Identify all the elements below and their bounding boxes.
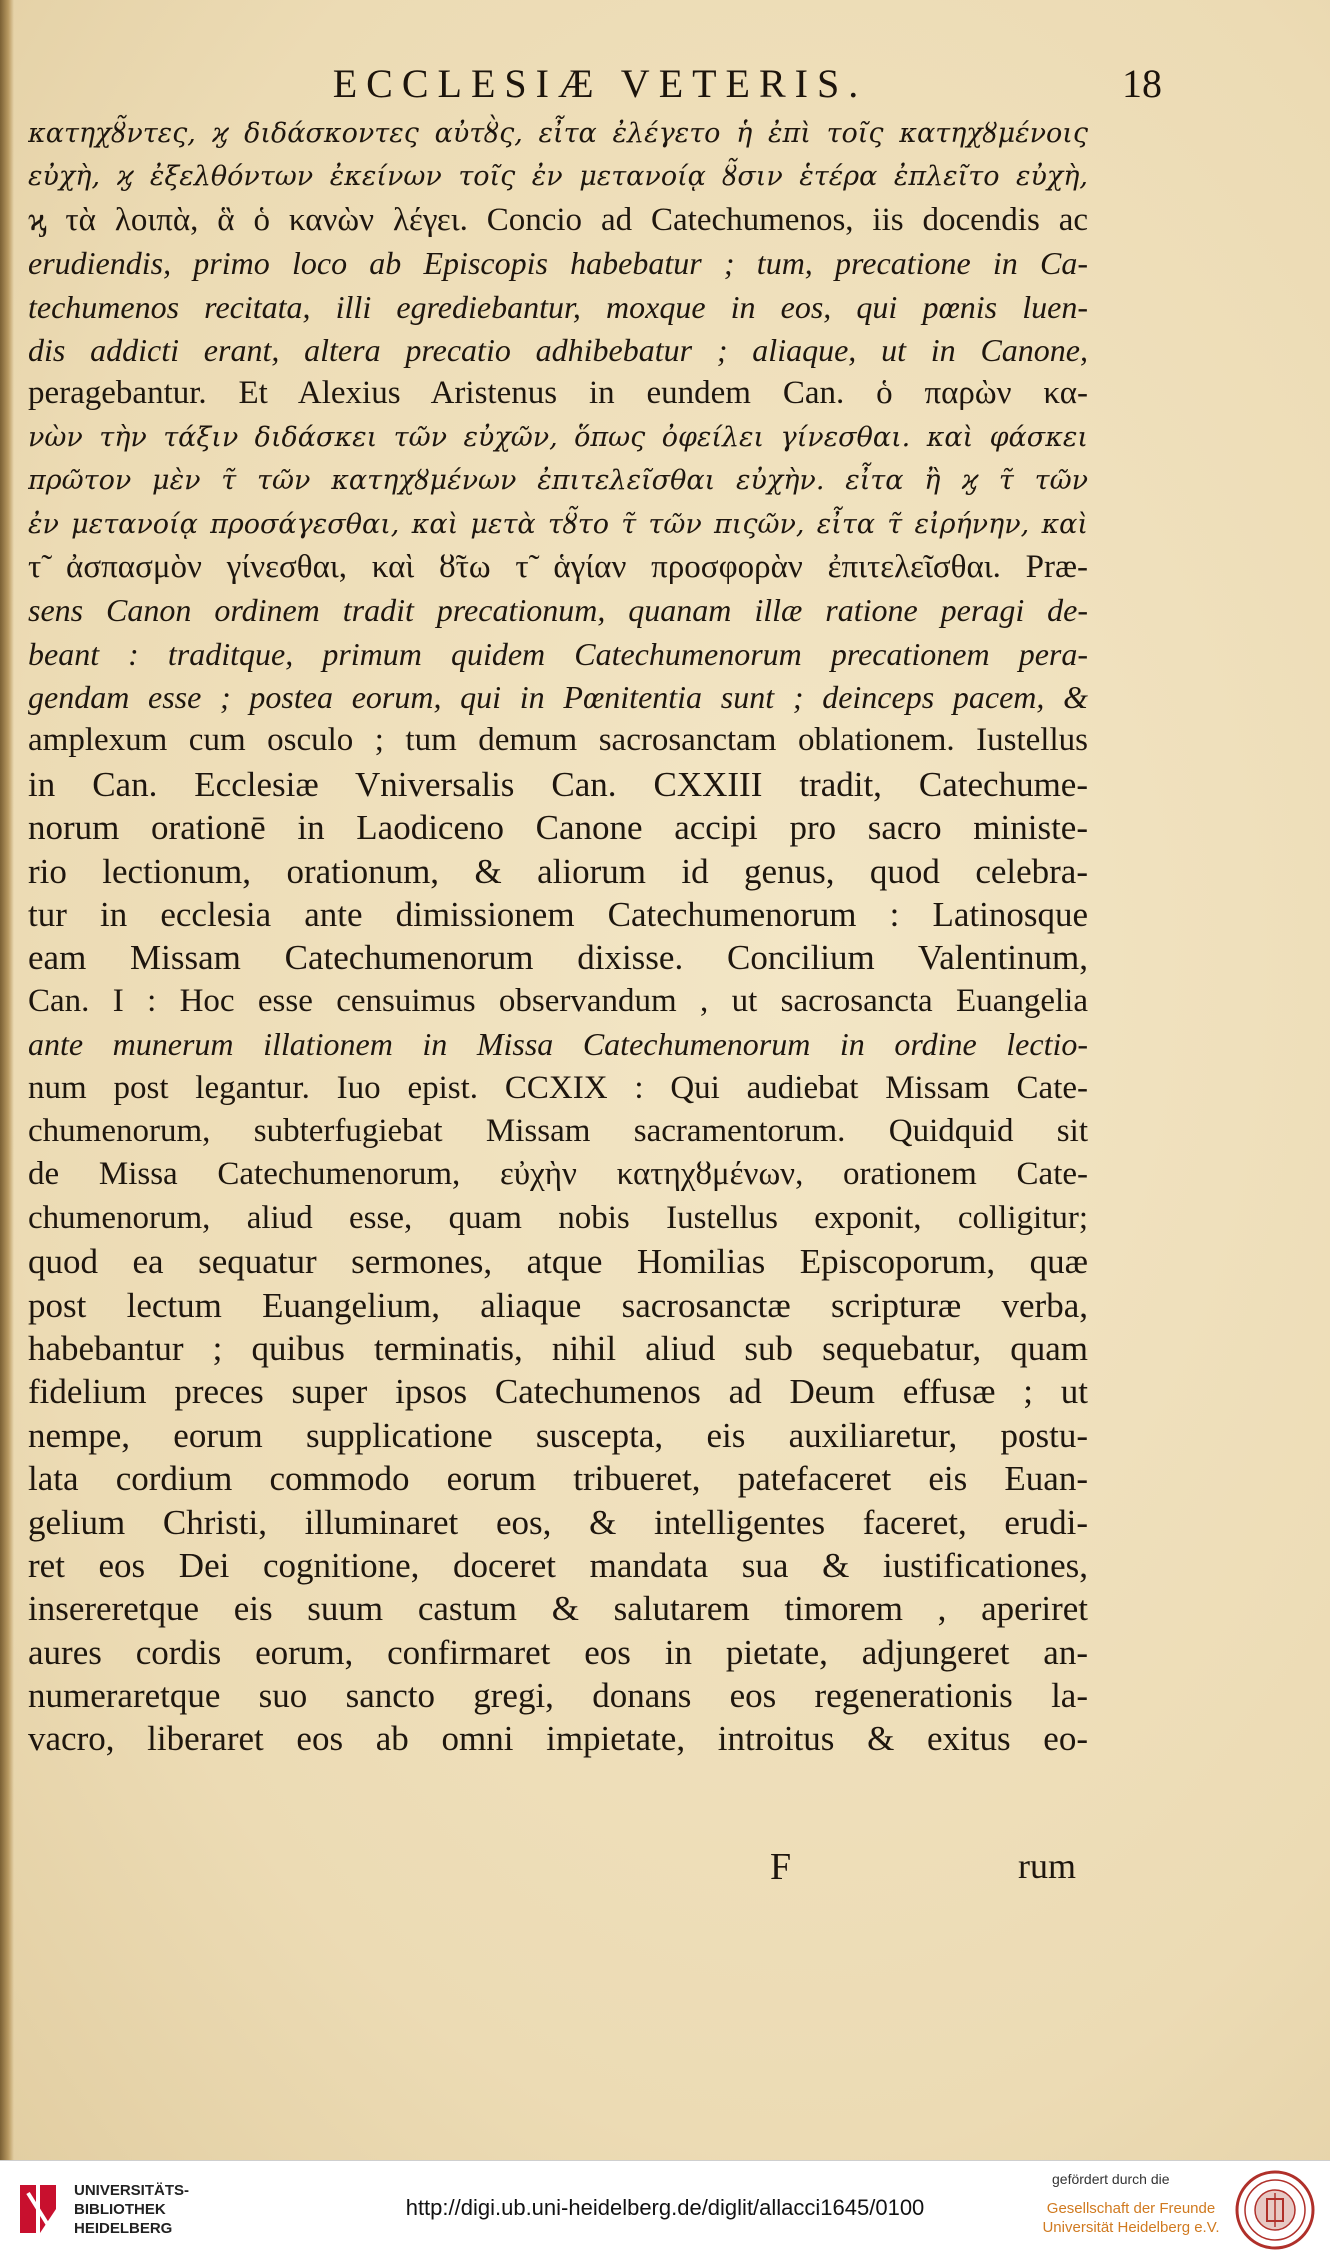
text-line: habebantur ; quibus terminatis, nihil aliud sub sequebatur, quam [28, 1328, 1088, 1368]
page-number: 18 [1122, 61, 1162, 106]
text-line: tur in ecclesia ante dimissionem Catechumenorum : Latinosque [28, 895, 1088, 935]
text-line: chumenorum, subterfugiebat Missam sacramentorum. Quidquid sit [28, 1112, 1088, 1149]
document-url-link[interactable]: http://digi.ub.uni-heidelberg.de/diglit/allacci1645/0100 [405, 2195, 925, 2220]
text-line: quod ea sequatur sermones, atque Homilias Episcoporum, quæ [28, 1242, 1088, 1282]
text-line: κατηχȣ̃ντες, ϗ διδάσκοντες αὐτȣ̀ς, εἶτα ἐλέγετο ἡ ἐπὶ τοῖς κατηχȣμένοις [28, 118, 1088, 149]
text-line: sens Canon ordinem tradit precationum, quanam illæ ratione peragi de- [28, 592, 1088, 629]
text-line: num post legantur. Iuo epist. CCXIX : Qui audiebat Missam Cate- [28, 1069, 1088, 1106]
institution-name-line: UNIVERSITÄTS- [74, 2182, 190, 2199]
sponsor-name [1036, 2199, 1226, 2237]
text-line: ἐν μετανοίᾳ προσάγεσθαι, καὶ μετὰ τȣ̃το τ̃ τῶν πιςῶν, εἶτα τ̃ εἰρήνην, καὶ [28, 508, 1088, 540]
text-line: in Can. Ecclesiæ Vniversalis Can. CXXIII tradit, Catechume- [28, 764, 1088, 804]
sponsor-name-line: Universität Heidelberg e.V. [1042, 2219, 1220, 2236]
text-line: aures cordis eorum, confirmaret eos in pietate, adjungeret an- [28, 1632, 1088, 1672]
text-line: gelium Christi, illuminaret eos, & intelligentes faceret, erudi- [28, 1502, 1088, 1542]
text-block [28, 112, 1088, 1761]
sponsor-name-line: Gesellschaft der Freunde [1046, 2200, 1216, 2217]
university-seal-icon [1234, 2169, 1316, 2251]
text-line: ret eos Dei cognitione, doceret mandata sua & iustificationes, [28, 1545, 1088, 1585]
text-line: post lectum Euangelium, aliaque sacrosanctæ scripturæ verba, [28, 1285, 1088, 1325]
text-line: rio lectionum, orationum, & aliorum id genus, quod celebra- [28, 851, 1088, 891]
signature-mark: F [770, 1846, 792, 1888]
text-line: erudiendis, primo loco ab Episcopis habebatur ; tum, precatione in Ca- [28, 245, 1088, 282]
institution-name-line: BIBLIOTHEK [74, 2201, 166, 2218]
text-line: peragebantur. Et Alexius Aristenus in eundem Can. ὁ παρὼν κα- [28, 375, 1088, 412]
text-line: νὼν τὴν τάξιν διδάσκει τῶν εὐχῶν, ὅπως ὀφείλει γίνεσθαι. καὶ φάσκει [28, 421, 1088, 453]
text-line: eam Missam Catechumenorum dixisse. Concilium Valentinum, [28, 938, 1088, 978]
text-line: vacro, liberaret eos ab omni impietate, introitus & exitus eo- [28, 1719, 1088, 1759]
text-line: τ̃ ἀσπασμὸν γίνεσθαι, καὶ ȣ̃τω τ̃ ἁγίαν προσφορὰν ἐπιτελεῖσθαι. Præ- [28, 548, 1088, 585]
viewer-footer [0, 2160, 1330, 2257]
text-line: gendam esse ; postea eorum, qui in Pœnitentia sunt ; deinceps pacem, & [28, 679, 1088, 716]
text-line: πρῶτον μὲν τ̃ τῶν κατηχȣμένων ἐπιτελεῖσθαι εὐχὴν. εἶτα ἢ ϗ τ̃ τῶν [28, 465, 1088, 497]
text-line: lata cordium commodo eorum tribueret, patefaceret eis Euan- [28, 1459, 1088, 1499]
text-line: nempe, eorum supplicatione suscepta, eis auxiliaretur, postu- [28, 1415, 1088, 1455]
text-line: numeraretque suo sancto gregi, donans eos regenerationis la- [28, 1676, 1088, 1716]
text-line: techumenos recitata, illi egrediebantur, moxque in eos, qui pœnis luen- [28, 288, 1088, 325]
text-line: norum orationē in Laodiceno Canone accipi pro sacro ministe- [28, 808, 1088, 848]
page-gutter-shadow [0, 0, 14, 2160]
running-head: ECCLESIÆ VETERIS. [332, 61, 868, 106]
text-line: dis addicti erant, altera precatio adhibebatur ; aliaque, ut in Canone, [28, 331, 1088, 368]
catchword: rum [1018, 1846, 1076, 1886]
text-line: beant : traditque, primum quidem Catechumenorum precationem pera- [28, 635, 1088, 672]
sponsor-caption: gefördert durch die [1052, 2171, 1170, 2187]
text-line: εὐχὴ, ϗ ἐξελθόντων ἐκείνων τοῖς ἐν μετανοίᾳ ȣ̃σιν ἑτέρα ἐπλεῖτο εὐχὴ, [28, 161, 1088, 193]
text-line: Can. I : Hoc esse censuimus observandum , ut sacrosancta Euangelia [28, 982, 1088, 1019]
text-line: de Missa Catechumenorum, εὐχὴν κατηχȣμένων, orationem Cate- [28, 1156, 1088, 1193]
text-line: ante munerum illationem in Missa Catechumenorum in ordine lectio- [28, 1026, 1088, 1063]
text-line: fidelium preces super ipsos Catechumenos ad Deum effusæ ; ut [28, 1372, 1088, 1412]
institution-name-line: HEIDELBERG [74, 2220, 173, 2237]
text-line: amplexum cum osculo ; tum demum sacrosanctam oblationem. Iustellus [28, 722, 1088, 759]
text-line: ϗ τὰ λοιπὰ, ἃ ὁ κανὼν λέγει. Concio ad Catechumenos, iis docendis ac [28, 201, 1088, 238]
text-line: insereretque eis suum castum & salutarem timorem , aperiret [28, 1589, 1088, 1629]
text-line: chumenorum, aliud esse, quam nobis Iustellus exponit, colligitur; [28, 1199, 1088, 1236]
